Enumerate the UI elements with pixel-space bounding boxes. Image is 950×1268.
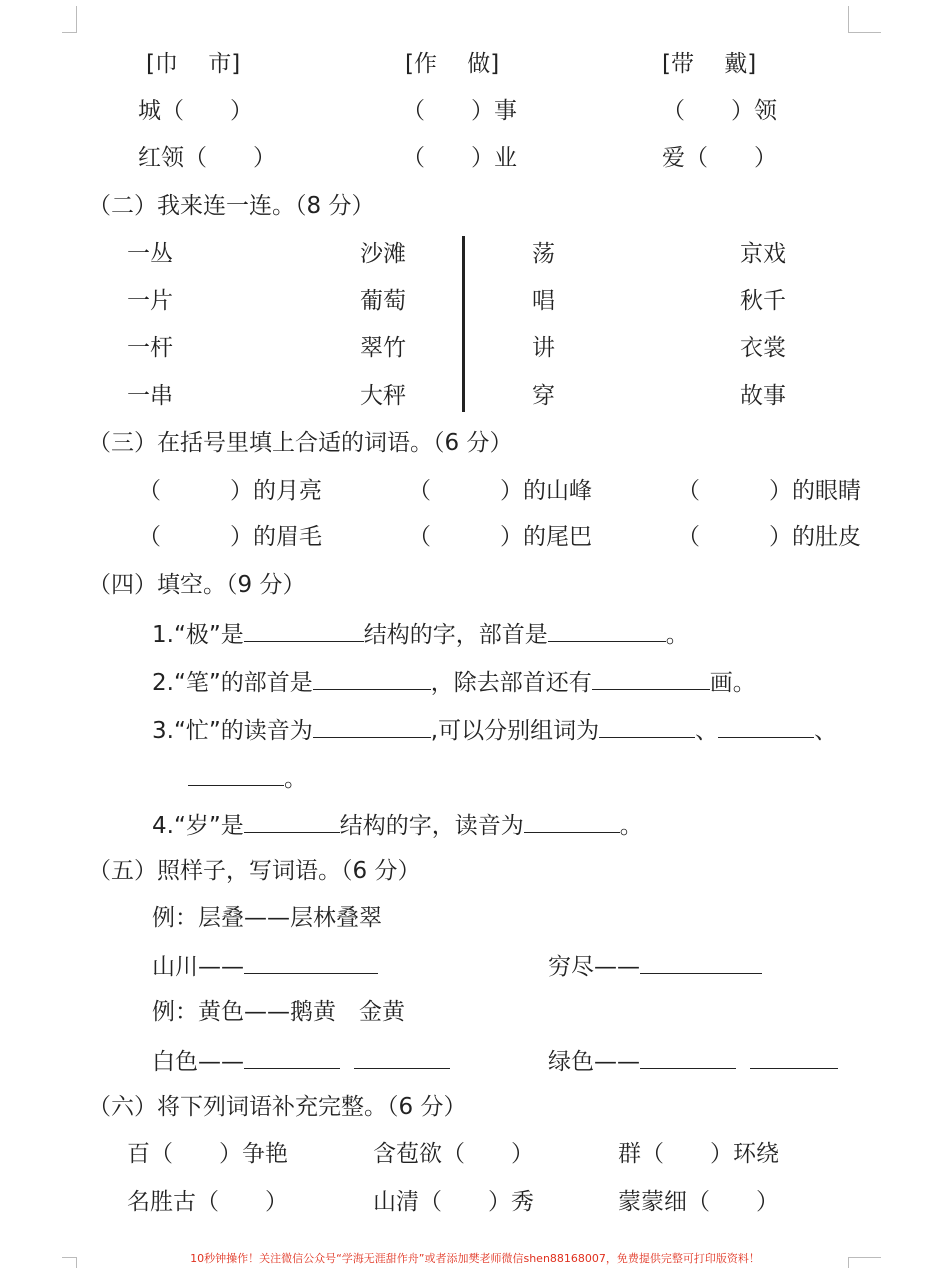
- answer-blank: [750, 1046, 838, 1069]
- question-text: ，除去部首还有: [430, 670, 592, 696]
- question-text: 、: [814, 718, 838, 744]
- question-4: [152, 810, 643, 840]
- idiom-blank: 群（ ）环绕: [618, 1141, 779, 1167]
- match-left-word: 一串: [127, 383, 173, 409]
- match-left-word: 一杆: [127, 335, 173, 361]
- answer-blank: [524, 810, 620, 833]
- answer-blank: [244, 951, 378, 974]
- phrase-blank: （ ）的尾巴: [408, 524, 592, 550]
- idiom-blank: 蒙蒙细（ ）: [618, 1189, 779, 1215]
- fill-item: 爱（ ）: [662, 145, 777, 171]
- fill-item: 城（ ）: [138, 98, 253, 124]
- answer-blank: [640, 951, 762, 974]
- question-text: ,可以分别组词为: [430, 718, 600, 744]
- match-object: 衣裳: [740, 335, 786, 361]
- word-item-4: [548, 1046, 838, 1076]
- example-text: 例：黄色——鹅黄 金黄: [152, 999, 405, 1025]
- idiom-blank: 山清（ ）秀: [373, 1189, 534, 1215]
- question-text: 画。: [709, 670, 756, 696]
- answer-blank: [640, 1046, 736, 1069]
- phrase-blank: （ ）的眼睛: [677, 478, 861, 504]
- match-right-word: 翠竹: [360, 335, 406, 361]
- answer-blank: [313, 715, 431, 738]
- word-prompt: 白色——: [152, 1049, 244, 1075]
- word-prompt: 山川——: [152, 954, 244, 980]
- phrase-blank: （ ）的山峰: [408, 478, 592, 504]
- answer-blank: [244, 1046, 340, 1069]
- phrase-blank: （ ）的肚皮: [677, 524, 861, 550]
- match-divider: [462, 236, 465, 412]
- question-1: [152, 619, 689, 649]
- question-2: [152, 667, 756, 697]
- idiom-blank: 含苞欲（ ）: [373, 1141, 534, 1167]
- answer-blank: [592, 667, 710, 690]
- answer-blank: [718, 715, 814, 738]
- question-text: 。: [619, 813, 643, 839]
- question-text: 结构的字，部首是: [363, 622, 548, 648]
- word-item-1: [152, 951, 378, 981]
- footer-notice: 10秒钟操作！关注微信公众号“学海无涯甜作舟”或者添加樊老师微信shen88168007，免费提供完整可打印版资料！: [190, 1252, 760, 1265]
- match-right-word: 葡萄: [360, 288, 406, 314]
- match-verb: 穿: [532, 383, 555, 409]
- section-title: （四）填空。（9 分）: [88, 572, 306, 598]
- answer-blank: [599, 715, 695, 738]
- match-verb: 讲: [532, 335, 555, 361]
- question-3-continued: [188, 763, 307, 793]
- section-title: （三）在括号里填上合适的词语。（6 分）: [88, 430, 513, 456]
- match-left-word: 一片: [127, 288, 173, 314]
- match-object: 秋千: [740, 288, 786, 314]
- answer-blank: [244, 619, 364, 642]
- question-text: 。: [665, 622, 689, 648]
- match-right-word: 大秤: [360, 383, 406, 409]
- corner-mark-top-left: [62, 6, 77, 33]
- match-object: 故事: [740, 383, 786, 409]
- fill-item: （ ）领: [662, 98, 777, 124]
- phrase-blank: （ ）的眉毛: [138, 524, 322, 550]
- group-label-2: [作 做]: [405, 51, 500, 77]
- answer-blank: [244, 810, 340, 833]
- match-right-word: 沙滩: [360, 241, 406, 267]
- word-prompt: 穷尽——: [548, 954, 640, 980]
- group-label-3: [带 戴]: [662, 51, 757, 77]
- answer-blank: [313, 667, 431, 690]
- question-text: 2.“笔”的部首是: [152, 670, 313, 696]
- answer-blank: [188, 763, 284, 786]
- question-text: 结构的字，读音为: [339, 813, 524, 839]
- idiom-blank: 百（ ）争艳: [127, 1141, 288, 1167]
- question-text: 1.“极”是: [152, 622, 244, 648]
- question-text: 、: [695, 718, 719, 744]
- question-3: [152, 715, 837, 745]
- fill-item: （ ）业: [402, 145, 517, 171]
- word-prompt: 绿色——: [548, 1049, 640, 1075]
- match-left-word: 一丛: [127, 241, 173, 267]
- section-title: （二）我来连一连。（8 分）: [88, 193, 375, 219]
- answer-blank: [354, 1046, 450, 1069]
- section-title: （六）将下列词语补充完整。（6 分）: [88, 1094, 467, 1120]
- match-verb: 唱: [532, 288, 555, 314]
- corner-mark-top-right: [848, 6, 881, 33]
- fill-item: 红领（ ）: [138, 145, 276, 171]
- idiom-blank: 名胜古（ ）: [127, 1189, 288, 1215]
- match-object: 京戏: [740, 241, 786, 267]
- fill-item: （ ）事: [402, 98, 517, 124]
- phrase-blank: （ ）的月亮: [138, 478, 322, 504]
- example-text: 例：层叠——层林叠翠: [152, 905, 382, 931]
- section-title: （五）照样子，写词语。（6 分）: [88, 858, 421, 884]
- word-item-2: [548, 951, 762, 981]
- answer-blank: [548, 619, 666, 642]
- word-item-3: [152, 1046, 450, 1076]
- question-text: 3.“忙”的读音为: [152, 718, 313, 744]
- question-text: 4.“岁”是: [152, 813, 244, 839]
- group-label-1: [巾 市]: [146, 51, 241, 77]
- match-verb: 荡: [532, 241, 555, 267]
- question-text: 。: [284, 766, 307, 792]
